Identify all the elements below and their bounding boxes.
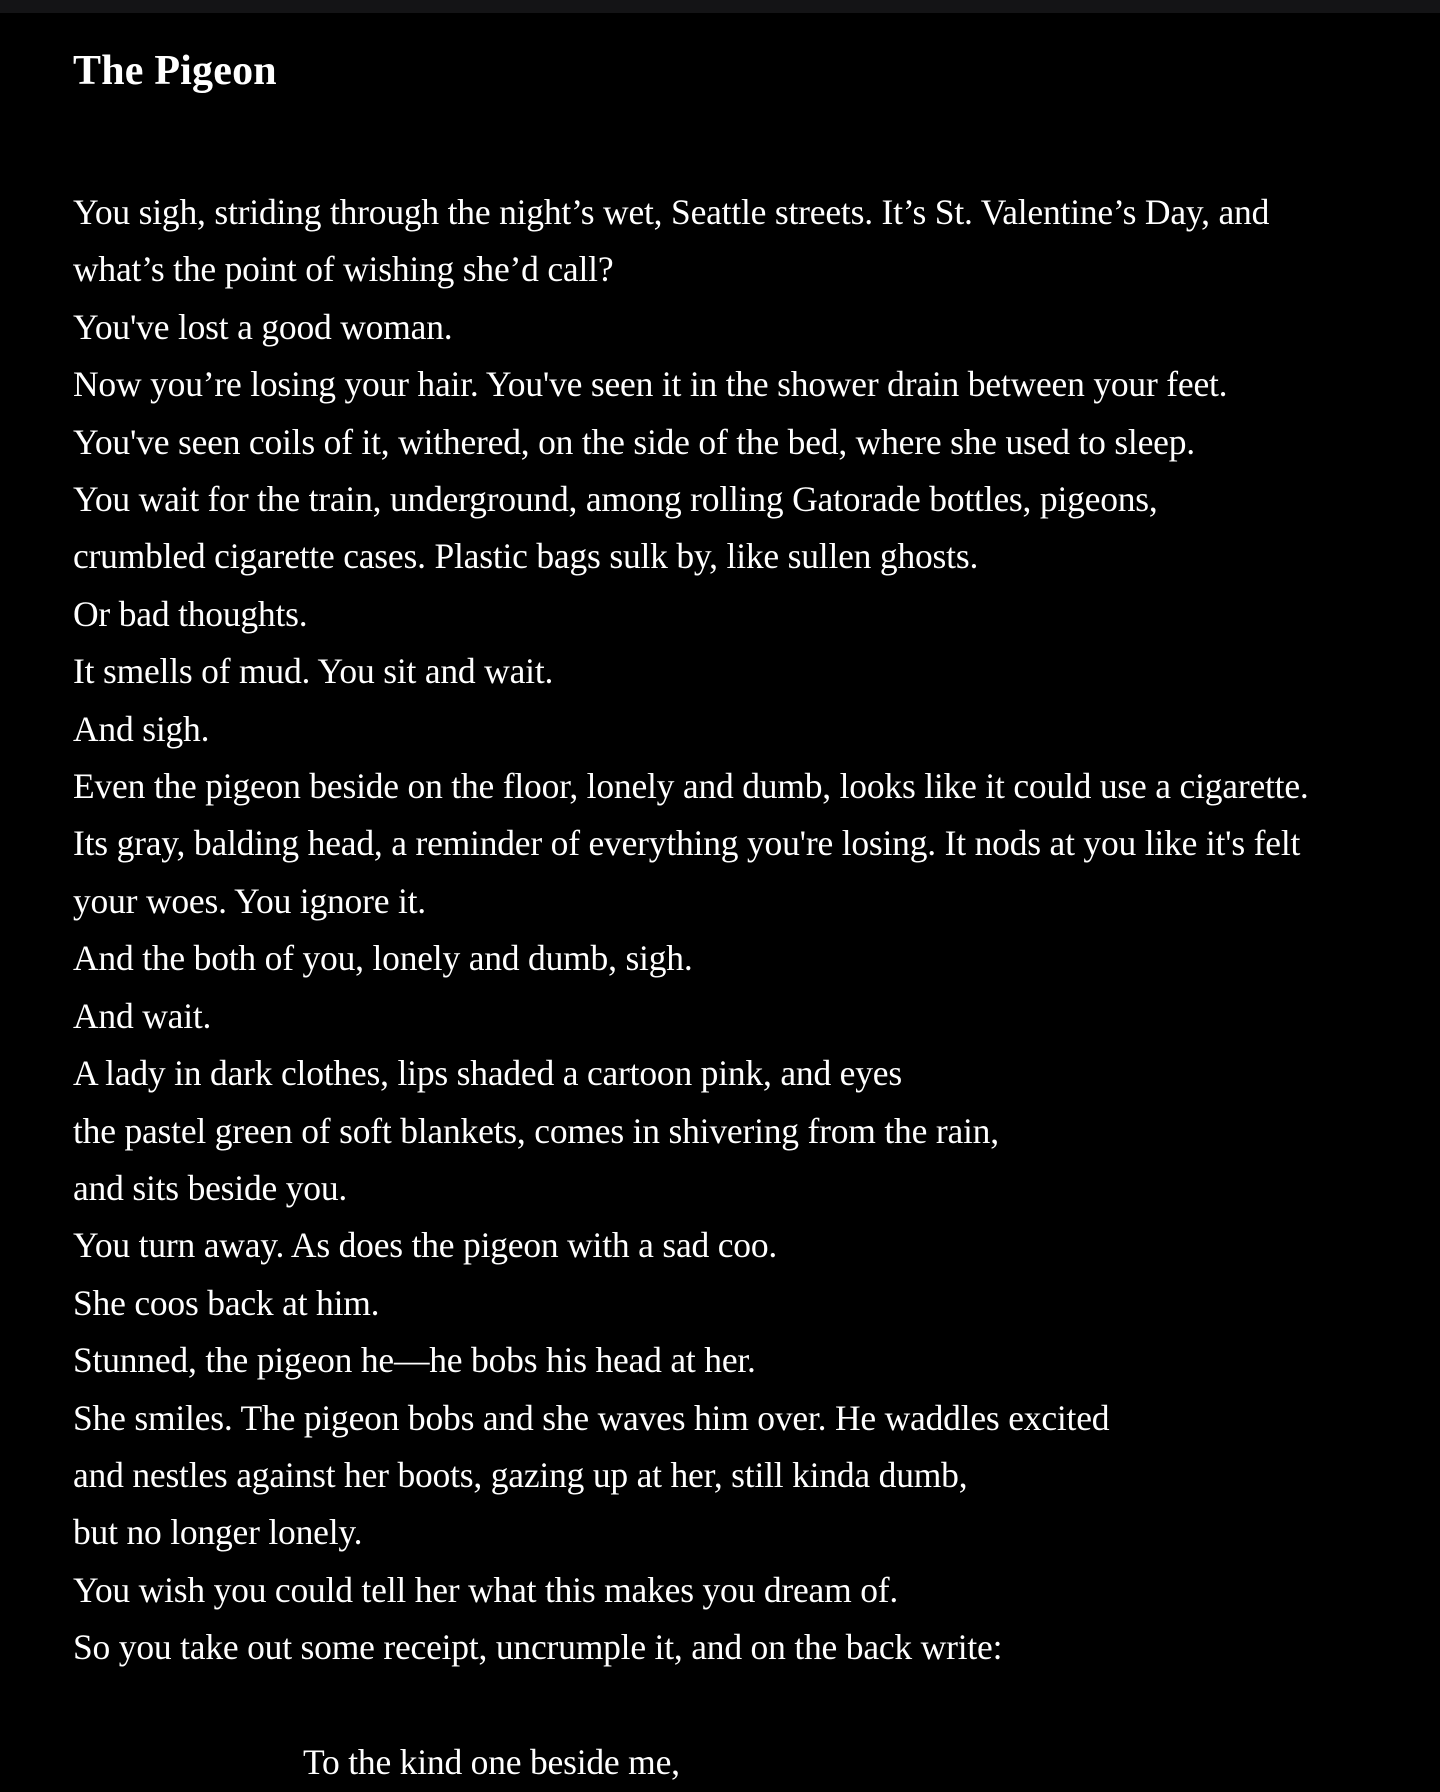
note-greeting: To the kind one beside me, bbox=[303, 1741, 680, 1782]
poem-line: Its gray, balding head, a reminder of everything you're losing. It nods at you like it's felt bbox=[73, 823, 1301, 864]
poem-line: and sits beside you. bbox=[73, 1167, 348, 1208]
poem-line: Or bad thoughts. bbox=[73, 593, 308, 634]
poem-line: your woes. You ignore it. bbox=[73, 880, 426, 921]
poem-line: And the both of you, lonely and dumb, sigh. bbox=[73, 938, 693, 979]
poem-line: Stunned, the pigeon he—he bobs his head at her. bbox=[73, 1340, 756, 1381]
poem-line: She coos back at him. bbox=[73, 1282, 380, 1323]
poem-line: Even the pigeon beside on the floor, lonely and dumb, looks like it could use a cigarette. bbox=[73, 766, 1309, 807]
poem-line: but no longer lonely. bbox=[73, 1512, 363, 1553]
poem-line: You wait for the train, underground, among rolling Gatorade bottles, pigeons, bbox=[73, 479, 1158, 520]
poem-line: You've lost a good woman. bbox=[73, 306, 453, 347]
poem-line: crumbled cigarette cases. Plastic bags sulk by, like sullen ghosts. bbox=[73, 536, 979, 577]
poem-line: what’s the point of wishing she’d call? bbox=[73, 249, 614, 290]
poem-line: She smiles. The pigeon bobs and she waves him over. He waddles excited bbox=[73, 1397, 1110, 1438]
poem-line: You wish you could tell her what this makes you dream of. bbox=[73, 1569, 899, 1610]
poem-line: and nestles against her boots, gazing up at her, still kinda dumb, bbox=[73, 1454, 968, 1495]
poem-line: You turn away. As does the pigeon with a sad coo. bbox=[73, 1225, 778, 1266]
top-bar bbox=[0, 0, 1440, 13]
stanza-gap bbox=[73, 1677, 1393, 1734]
poem-title: The Pigeon bbox=[73, 48, 277, 94]
poem-line: And sigh. bbox=[73, 708, 210, 749]
poem-line: So you take out some receipt, uncrumple it, and on the back write: bbox=[73, 1627, 1003, 1668]
poem-body bbox=[73, 184, 1393, 1791]
poem-line: You've seen coils of it, withered, on the side of the bed, where she used to sleep. bbox=[73, 421, 1195, 462]
poem-line: the pastel green of soft blankets, comes in shivering from the rain, bbox=[73, 1110, 999, 1151]
poem-line: It smells of mud. You sit and wait. bbox=[73, 651, 554, 692]
poem-line: You sigh, striding through the night’s wet, Seattle streets. It’s St. Valentine’s Day, and bbox=[73, 192, 1270, 232]
poem-line: A lady in dark clothes, lips shaded a cartoon pink, and eyes bbox=[73, 1053, 902, 1094]
poem-line: And wait. bbox=[73, 995, 212, 1036]
poem-page bbox=[73, 40, 1393, 1791]
poem-line: Now you’re losing your hair. You've seen it in the shower drain between your feet. bbox=[73, 364, 1228, 405]
